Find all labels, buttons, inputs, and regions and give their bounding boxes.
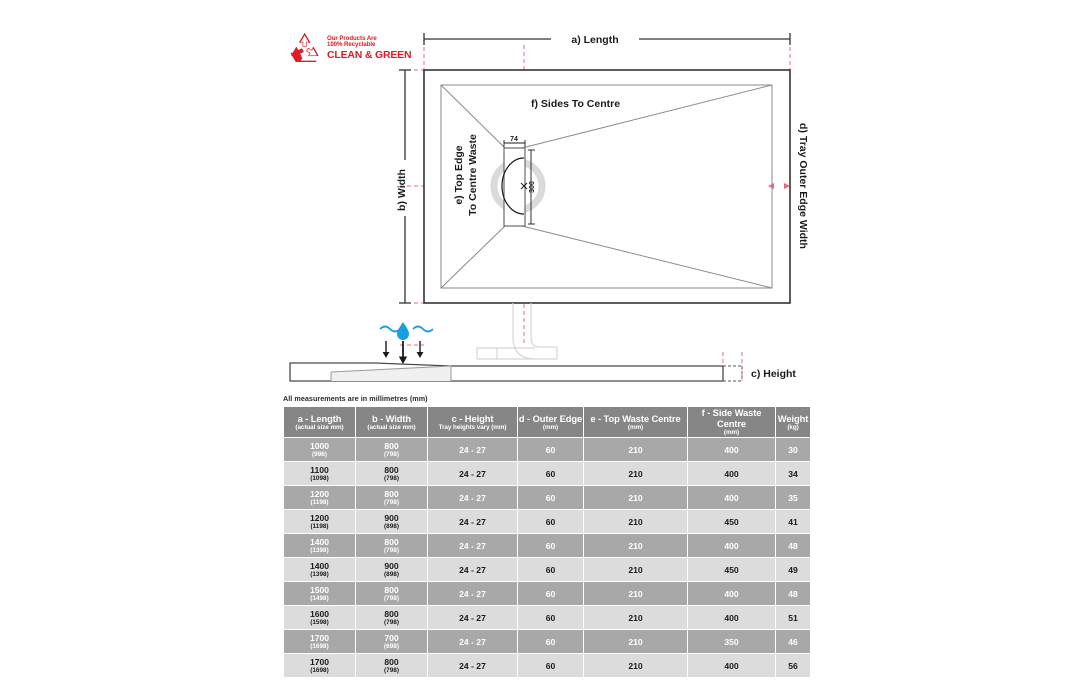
column-header-sub: (mm) [723, 429, 740, 436]
cell-length [284, 510, 356, 534]
label-a-length: a) Length [571, 34, 619, 46]
column-header-main: b - Width [371, 412, 412, 424]
cell-outer-edge-value: 60 [545, 636, 556, 647]
cell-outer-edge-value: 60 [545, 444, 556, 455]
cell-width-value: 900 [384, 560, 399, 571]
label-f-sides-to-centre: f) Sides To Centre [531, 98, 621, 110]
tray-cross-section [290, 363, 723, 381]
cell-weight [776, 558, 811, 582]
label-waste-width: 74 [510, 136, 518, 143]
table-row [284, 630, 811, 654]
cell-length [284, 462, 356, 486]
column-header-sub: (mm) [542, 423, 559, 431]
column-header-a-length [284, 407, 356, 438]
column-header-sub: (mm) [627, 423, 644, 431]
cell-height-value: 24 - 27 [459, 492, 486, 503]
cell-length-value: 1200 [309, 488, 330, 499]
cell-weight [776, 438, 811, 462]
cell-side-waste-centre-value: 400 [724, 468, 739, 479]
cell-outer-edge [518, 558, 584, 582]
cell-length-actual: (998) [312, 450, 327, 458]
cell-width-actual: (798) [384, 474, 399, 482]
table-row [284, 606, 811, 630]
cell-width [356, 510, 428, 534]
cell-width [356, 558, 428, 582]
cell-length [284, 582, 356, 606]
cell-width-actual: (798) [384, 450, 399, 458]
column-header-sub: (actual size mm) [367, 423, 416, 431]
cell-width-actual: (898) [384, 570, 399, 578]
cell-top-waste-centre-value: 210 [628, 516, 643, 527]
column-header-main: c - Height [451, 412, 494, 424]
cell-length [284, 534, 356, 558]
cell-top-waste-centre-value: 210 [628, 564, 643, 575]
cell-height [428, 606, 518, 630]
cell-length-value: 1200 [309, 512, 330, 523]
table-row [284, 534, 811, 558]
table-row [284, 510, 811, 534]
water-flow-indicator [380, 322, 433, 364]
cell-side-waste-centre-value: 350 [724, 636, 739, 647]
cell-height [428, 582, 518, 606]
column-header-main: d - Outer Edge [518, 412, 583, 424]
cell-weight [776, 630, 811, 654]
column-header-d-outer-edge [518, 407, 584, 438]
cell-length [284, 654, 356, 678]
cell-outer-edge-value: 60 [545, 540, 556, 551]
cell-side-waste-centre-value: 400 [724, 588, 739, 599]
cell-length-actual: (1498) [310, 594, 329, 602]
cell-length-actual: (1698) [310, 642, 329, 650]
cell-height [428, 630, 518, 654]
column-header-c-height [428, 407, 518, 438]
cell-width-value: 800 [384, 656, 399, 667]
cell-length-value: 1600 [309, 608, 330, 619]
cell-outer-edge-value: 60 [545, 492, 556, 503]
cell-height [428, 510, 518, 534]
column-header-b-width [356, 407, 428, 438]
label-b-width: b) Width [396, 169, 408, 211]
cell-width-actual: (698) [384, 642, 399, 650]
cell-height [428, 654, 518, 678]
table-row [284, 558, 811, 582]
cell-weight-value: 48 [788, 540, 798, 551]
cell-top-waste-centre-value: 210 [628, 540, 643, 551]
cell-weight [776, 510, 811, 534]
column-header-e-top-waste-centre [584, 407, 688, 438]
cell-side-waste-centre [688, 582, 776, 606]
cell-length-actual: (1398) [310, 570, 329, 578]
cell-length-value: 1700 [309, 656, 330, 667]
cell-outer-edge [518, 630, 584, 654]
cell-outer-edge [518, 534, 584, 558]
column-header-sub: (kg) [787, 423, 799, 431]
cell-outer-edge [518, 486, 584, 510]
logo-line-1: Our Products Are [327, 34, 377, 42]
cell-length [284, 606, 356, 630]
length-dimension [424, 33, 790, 46]
cell-height-value: 24 - 27 [459, 588, 486, 599]
cell-top-waste-centre [584, 438, 688, 462]
cell-width-value: 800 [384, 464, 399, 475]
cell-height [428, 438, 518, 462]
cell-length [284, 486, 356, 510]
cell-top-waste-centre [584, 510, 688, 534]
down-arrow-icon [383, 341, 424, 364]
cell-length-actual: (1598) [310, 618, 329, 626]
cell-outer-edge [518, 606, 584, 630]
cell-width-value: 800 [384, 536, 399, 547]
cell-side-waste-centre [688, 438, 776, 462]
cell-width-actual: (798) [384, 618, 399, 626]
specification-table [283, 406, 811, 678]
table-row [284, 438, 811, 462]
label-waste-length: 300 [529, 181, 536, 193]
cell-height-value: 24 - 27 [459, 516, 486, 527]
cell-width [356, 582, 428, 606]
cell-outer-edge-value: 60 [545, 660, 556, 671]
specification-table-container [283, 406, 810, 678]
cell-height-value: 24 - 27 [459, 660, 486, 671]
cell-weight-value: 51 [788, 612, 798, 623]
cell-weight-value: 46 [788, 636, 798, 647]
cell-length-value: 1500 [309, 584, 330, 595]
cell-length-actual: (1098) [310, 474, 329, 482]
cell-side-waste-centre-value: 400 [724, 660, 739, 671]
cell-length-actual: (1698) [310, 666, 329, 674]
cell-top-waste-centre-value: 210 [628, 660, 643, 671]
cell-width [356, 606, 428, 630]
logo-line-3: CLEAN & GREEN [327, 48, 412, 61]
cell-weight [776, 654, 811, 678]
cell-side-waste-centre-value: 450 [724, 516, 739, 527]
cell-width-actual: (798) [384, 546, 399, 554]
cell-weight [776, 486, 811, 510]
label-c-height: c) Height [751, 368, 796, 380]
cell-length-value: 1400 [309, 560, 330, 571]
column-header-sub: Tray heights vary (mm) [438, 423, 507, 431]
measurement-note: All measurements are in millimetres (mm) [283, 394, 428, 403]
column-header-weight [776, 407, 811, 438]
cell-width-value: 800 [384, 584, 399, 595]
cell-length-actual: (1198) [310, 522, 329, 530]
cell-height [428, 534, 518, 558]
cell-length [284, 630, 356, 654]
cell-side-waste-centre-value: 400 [724, 540, 739, 551]
cell-top-waste-centre [584, 534, 688, 558]
cell-weight-value: 41 [788, 516, 798, 527]
cell-top-waste-centre-value: 210 [628, 468, 643, 479]
cell-top-waste-centre [584, 462, 688, 486]
cell-top-waste-centre-value: 210 [628, 636, 643, 647]
column-header-f-side-waste-centre [688, 407, 776, 438]
label-d-tray-outer-edge-width: d) Tray Outer Edge Width [797, 123, 809, 249]
cell-length-value: 1000 [309, 440, 330, 451]
cell-width [356, 486, 428, 510]
cell-width-actual: (798) [384, 594, 399, 602]
specification-table-body [284, 438, 811, 678]
height-dimension [723, 366, 796, 381]
cell-weight [776, 534, 811, 558]
cell-outer-edge [518, 438, 584, 462]
cell-outer-edge [518, 582, 584, 606]
cell-width-value: 900 [384, 512, 399, 523]
cell-outer-edge-value: 60 [545, 588, 556, 599]
cell-length [284, 558, 356, 582]
cell-width [356, 438, 428, 462]
cell-outer-edge-value: 60 [545, 612, 556, 623]
column-header-main: Weight [777, 412, 809, 424]
cell-outer-edge-value: 60 [545, 468, 556, 479]
table-row [284, 486, 811, 510]
cell-top-waste-centre [584, 558, 688, 582]
cell-weight-value: 56 [788, 660, 798, 671]
cell-weight-value: 30 [788, 444, 798, 455]
cell-top-waste-centre [584, 654, 688, 678]
cell-side-waste-centre [688, 654, 776, 678]
cell-width-actual: (798) [384, 666, 399, 674]
cell-side-waste-centre [688, 606, 776, 630]
waste-pipe-icon [477, 303, 557, 359]
cell-height-value: 24 - 27 [459, 540, 486, 551]
cell-side-waste-centre-value: 400 [724, 612, 739, 623]
cell-top-waste-centre [584, 582, 688, 606]
cell-width-actual: (898) [384, 522, 399, 530]
table-row [284, 582, 811, 606]
cell-length-value: 1100 [310, 464, 329, 475]
cell-top-waste-centre-value: 210 [628, 492, 643, 503]
cell-outer-edge-value: 60 [545, 516, 556, 527]
cell-length-value: 1400 [309, 536, 330, 547]
label-e-line-1: e) Top Edge [453, 145, 465, 205]
cell-side-waste-centre-value: 400 [724, 492, 739, 503]
cell-width-value: 800 [384, 488, 399, 499]
cell-length-actual: (1198) [310, 498, 329, 506]
cell-outer-edge [518, 462, 584, 486]
cell-side-waste-centre [688, 630, 776, 654]
cell-side-waste-centre [688, 558, 776, 582]
cell-height [428, 462, 518, 486]
logo-line-2: 100% Recyclable [327, 41, 376, 48]
cell-length-actual: (1398) [310, 546, 329, 554]
cell-weight-value: 49 [788, 564, 798, 575]
table-header-row [284, 407, 811, 438]
cell-width-actual: (798) [384, 498, 399, 506]
cell-height [428, 486, 518, 510]
cell-weight [776, 606, 811, 630]
cell-weight [776, 582, 811, 606]
cell-height-value: 24 - 27 [459, 636, 486, 647]
cell-width-value: 800 [384, 608, 399, 619]
cell-top-waste-centre-value: 210 [628, 612, 643, 623]
cell-width [356, 654, 428, 678]
cell-side-waste-centre [688, 510, 776, 534]
cell-weight-value: 35 [788, 492, 798, 503]
cell-length-value: 1700 [309, 632, 330, 643]
cell-side-waste-centre [688, 486, 776, 510]
cell-height-value: 24 - 27 [459, 564, 486, 575]
cell-outer-edge [518, 654, 584, 678]
cell-outer-edge [518, 510, 584, 534]
cell-height-value: 24 - 27 [459, 444, 486, 455]
cell-top-waste-centre [584, 630, 688, 654]
cell-length [284, 438, 356, 462]
cell-width-value: 800 [384, 440, 399, 451]
column-header-main: f - Side Waste Centre [701, 407, 762, 429]
cell-height [428, 558, 518, 582]
cell-weight [776, 462, 811, 486]
cell-weight-value: 34 [788, 468, 798, 479]
cell-side-waste-centre-value: 450 [724, 564, 739, 575]
cell-width [356, 534, 428, 558]
cell-top-waste-centre [584, 486, 688, 510]
cell-outer-edge-value: 60 [545, 564, 556, 575]
cell-top-waste-centre [584, 606, 688, 630]
table-row [284, 462, 811, 486]
table-row [284, 654, 811, 678]
cell-weight-value: 48 [788, 588, 798, 599]
column-header-main: e - Top Waste Centre [590, 412, 681, 424]
cell-width [356, 630, 428, 654]
cell-side-waste-centre [688, 534, 776, 558]
cell-top-waste-centre-value: 210 [628, 588, 643, 599]
cell-height-value: 24 - 27 [459, 468, 486, 479]
cell-height-value: 24 - 27 [459, 612, 486, 623]
cell-top-waste-centre-value: 210 [628, 444, 643, 455]
cell-width [356, 462, 428, 486]
column-header-sub: (actual size mm) [295, 423, 344, 431]
cell-side-waste-centre-value: 400 [724, 444, 739, 455]
cell-width-value: 700 [384, 632, 399, 643]
label-e-line-2: To Centre Waste [467, 134, 479, 216]
cell-side-waste-centre [688, 462, 776, 486]
column-header-main: a - Length [297, 412, 342, 424]
